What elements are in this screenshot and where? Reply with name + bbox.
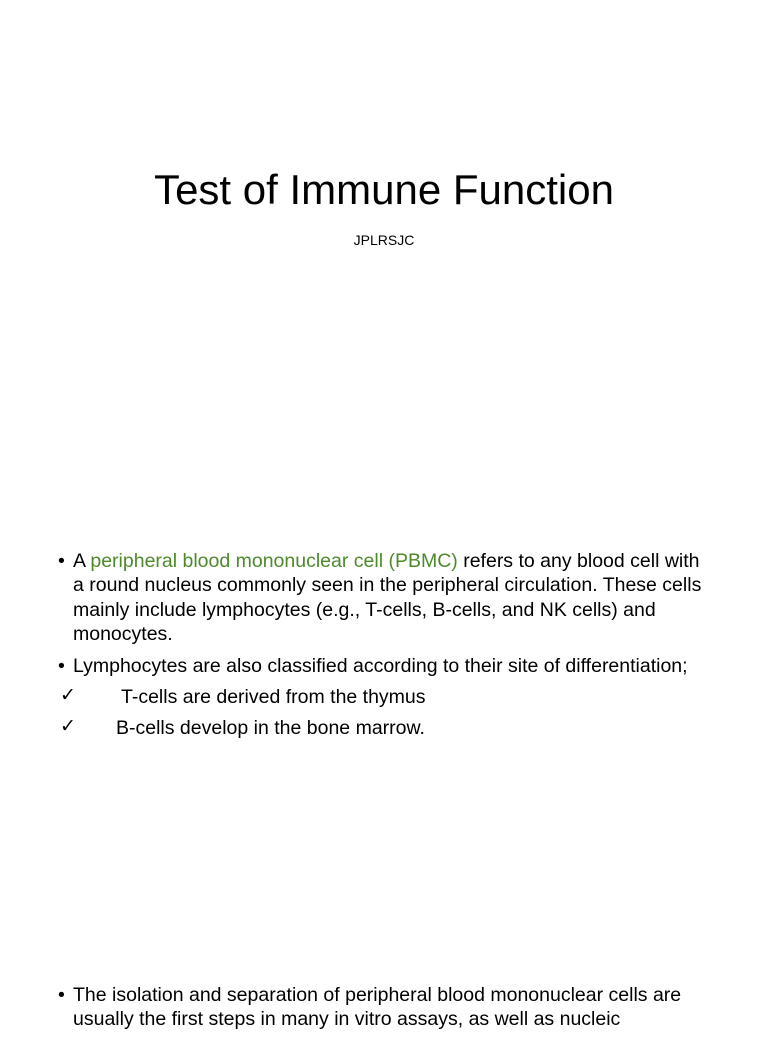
list-item [58,983,708,1032]
checkmark-icon: ✓ [60,716,76,738]
bullet-text-rest: refers to any blood cell with a round nucleus commonly seen in the peripheral circulation. These cells mainly include lymphocytes (e.g., T-cells, B-cells, and NK cells) and monocytes. [73,550,702,646]
check-text: T-cells are derived from the thymus [121,686,426,709]
pbmc-bullet-list [58,549,708,748]
check-text: B-cells develop in the bone marrow. [116,717,425,740]
pbmc-highlight: peripheral blood mononuclear cell (PBMC) [90,550,458,572]
list-item [58,549,708,647]
list-item [58,654,708,678]
checkmark-icon: ✓ [60,685,76,707]
slide-subtitle: JPLRSJC [353,232,415,248]
slide-title: Test of Immune Function [154,166,614,213]
title-slide [0,0,768,300]
bullet-text: Lymphocytes are also classified according to their site of differentiation; [73,654,688,677]
bullet-icon: • [58,984,65,1006]
bullet-text: The isolation and separation of peripheral blood mononuclear cells are usually the first steps in many in vitro assays, as well as nucleic [73,984,682,1031]
check-item [58,685,708,709]
bullet-icon: • [58,654,65,677]
bullet-text-prefix: A [73,550,91,572]
isolation-bullet-list [58,983,708,1039]
bullet-icon: • [58,550,65,572]
check-item [58,716,708,740]
